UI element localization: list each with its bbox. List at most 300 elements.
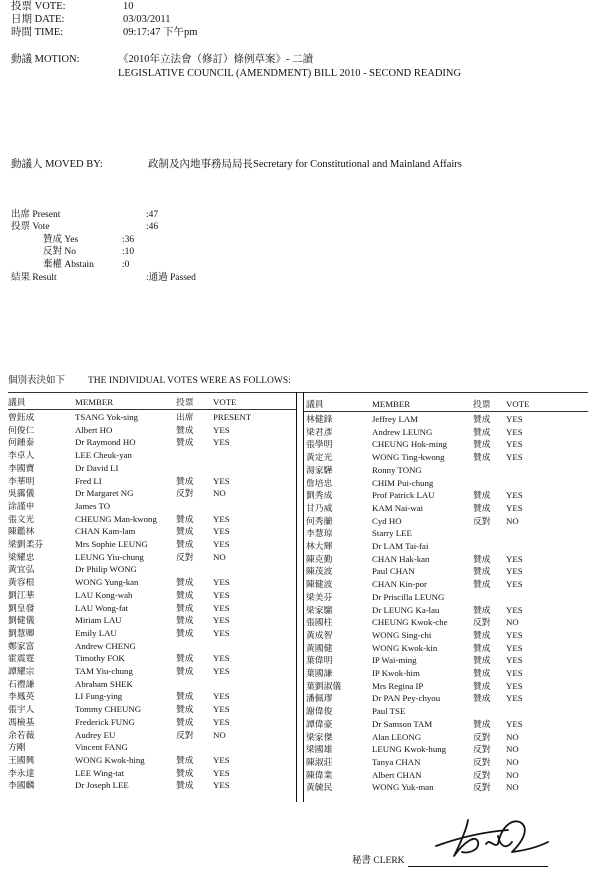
member-name-en: Tanya CHAN (372, 756, 421, 767)
table-row (306, 591, 596, 604)
member-name-zh: 霍震霆 (8, 653, 35, 664)
vote-en: YES (213, 513, 230, 524)
vote-en: YES (213, 437, 230, 448)
vote-en: YES (506, 693, 523, 704)
member-name-en: Audrey EU (75, 729, 116, 740)
table-row (8, 779, 296, 792)
no-label: 反對 No (43, 247, 76, 257)
table-row (8, 436, 296, 449)
vote-en: YES (506, 439, 523, 450)
vote-zh: 贊成 (176, 716, 194, 727)
table-row (8, 500, 296, 513)
table-row (8, 411, 296, 424)
yes-value: :36 (122, 235, 135, 245)
member-name-en: TSANG Yok-sing (75, 412, 139, 422)
vote-en: YES (506, 452, 523, 463)
vote-en: YES (213, 716, 230, 727)
member-name-en: Alan LEONG (372, 731, 422, 742)
vote-zh: 贊成 (473, 490, 491, 501)
member-name-en: Timothy FOK (75, 653, 125, 664)
vote-zh: 贊成 (473, 414, 491, 424)
motion-label: 動議 MOTION: (11, 54, 80, 65)
member-name-zh: 張文光 (8, 513, 35, 524)
member-name-en: TAM Yiu-chung (75, 666, 133, 676)
member-name-zh: 李鳳英 (8, 691, 35, 702)
vote-zh: 贊成 (473, 439, 491, 450)
table-row (306, 515, 596, 528)
col-header-member-zh: 議員 (8, 397, 26, 407)
member-name-zh: 梁美芬 (306, 591, 333, 602)
vote-en: YES (213, 767, 230, 778)
table-row (306, 718, 596, 731)
table-row (8, 551, 296, 564)
member-name-zh: 梁國雄 (306, 744, 333, 755)
vote-count-label: 投票 Vote (11, 222, 50, 232)
member-name-en: Prof Patrick LAU (372, 490, 435, 501)
vote-en: NO (506, 756, 519, 767)
vote-zh: 反對 (176, 488, 194, 499)
table-row (306, 502, 596, 515)
vote-en: YES (506, 502, 523, 513)
vote-number-value: 10 (123, 1, 134, 12)
vote-zh: 贊成 (473, 693, 491, 704)
vote-zh: 贊成 (176, 526, 194, 537)
table-row (8, 513, 296, 526)
table-row (306, 629, 596, 642)
col-header-vote-zh: 投票 (473, 399, 491, 409)
member-name-en: Vincent FANG (75, 742, 128, 753)
vote-zh: 贊成 (473, 629, 491, 640)
member-name-zh: 黃宜弘 (8, 564, 35, 575)
table-row (306, 540, 596, 553)
vote-zh: 贊成 (473, 452, 491, 463)
member-name-en: WONG Yuk-man (372, 782, 434, 793)
table-row (306, 731, 596, 744)
vote-en: YES (506, 604, 523, 615)
member-name-zh: 張學明 (306, 439, 333, 450)
member-name-en: LEUNG Kwok-hung (372, 744, 447, 755)
col-header-vote-en: VOTE (506, 399, 530, 409)
vote-zh: 反對 (473, 769, 491, 780)
member-name-en: CHEUNG Kwok-che (372, 617, 448, 628)
member-name-en: WONG Yung-kan (75, 577, 139, 588)
vote-en: PRESENT (213, 412, 252, 422)
member-name-zh: 李國麟 (8, 780, 35, 791)
yes-label: 贊成 Yes (43, 235, 79, 245)
member-name-en: CHAN Hak-kan (372, 553, 430, 564)
member-name-en: WONG Sing-chi (372, 629, 432, 640)
table-row (8, 475, 296, 488)
vote-en: YES (506, 414, 523, 424)
member-name-en: Starry LEE (372, 528, 412, 539)
member-name-zh: 涂謹申 (8, 500, 35, 511)
member-name-zh: 黃毓民 (306, 782, 333, 793)
member-name-en: Jeffrey LAM (372, 414, 419, 424)
vote-en: YES (506, 680, 523, 691)
vote-zh: 贊成 (176, 754, 194, 765)
vote-zh: 贊成 (473, 566, 491, 577)
vote-en: YES (506, 718, 523, 729)
member-name-en: Dr Margaret NG (75, 488, 134, 499)
member-name-en: Dr Priscilla LEUNG (372, 591, 445, 602)
vote-zh: 贊成 (176, 602, 194, 613)
table-row (8, 462, 296, 475)
vote-zh: 贊成 (176, 780, 194, 791)
table-row (8, 678, 296, 691)
vote-en: YES (506, 655, 523, 666)
vote-zh: 反對 (473, 756, 491, 767)
abstain-label: 棄權 Abstain (43, 260, 94, 270)
col-header-vote-en: VOTE (213, 397, 237, 407)
member-name-zh: 劉皇發 (8, 602, 35, 613)
present-label: 出席 Present (11, 210, 61, 220)
vote-en: YES (213, 666, 230, 676)
vote-zh: 贊成 (176, 615, 194, 626)
member-name-zh: 吳靄儀 (8, 488, 35, 499)
vote-number-label: 投票 VOTE: (11, 1, 66, 12)
col-header-member-en: MEMBER (75, 397, 114, 407)
vote-zh: 贊成 (473, 553, 491, 564)
col-header-vote-zh: 投票 (176, 397, 194, 407)
result-label: 結果 Result (11, 273, 57, 283)
vote-zh: 贊成 (473, 718, 491, 729)
table-row (306, 464, 596, 477)
vote-en: NO (506, 515, 519, 526)
table-row (306, 680, 596, 693)
table-row (8, 487, 296, 500)
col-header-member-en: MEMBER (372, 399, 411, 409)
votes-table-right (306, 398, 596, 818)
vote-zh: 贊成 (473, 642, 491, 653)
member-name-zh: 李華明 (8, 475, 35, 486)
vote-zh: 贊成 (176, 767, 194, 778)
member-name-en: James TO (75, 500, 111, 511)
table-top-rule (8, 392, 588, 393)
member-name-en: Andrew CHENG (75, 640, 136, 651)
member-name-en: CHEUNG Man-kwong (75, 513, 157, 524)
vote-en: YES (213, 589, 230, 600)
vote-zh: 反對 (176, 551, 194, 562)
vote-zh: 反對 (176, 729, 194, 740)
member-name-zh: 李慧琼 (306, 528, 333, 539)
member-name-en: LEE Wing-tat (75, 767, 125, 778)
vote-zh: 贊成 (176, 513, 194, 524)
member-name-zh: 劉健儀 (8, 615, 35, 626)
vote-zh: 贊成 (473, 502, 491, 513)
member-name-en: Dr Joseph LEE (75, 780, 129, 791)
vote-en: YES (213, 475, 230, 486)
member-name-en: LEUNG Yiu-chung (75, 551, 144, 562)
table-row (306, 654, 596, 667)
member-name-en: CHAN Kin-por (372, 579, 427, 590)
table-row (306, 553, 596, 566)
table-row (306, 426, 596, 439)
member-name-zh: 陳鑑林 (8, 526, 35, 537)
member-name-zh: 葉國謙 (306, 668, 333, 678)
table-row (306, 667, 596, 680)
member-name-en: Dr Philip WONG (75, 564, 137, 575)
vote-zh: 贊成 (473, 655, 491, 666)
votes-intro-zh: 個別表決如下 (8, 376, 66, 386)
member-name-zh: 李國寶 (8, 462, 35, 473)
member-name-zh: 石禮謙 (8, 678, 35, 689)
member-name-zh: 陳健波 (306, 579, 333, 590)
vote-en: YES (506, 490, 523, 501)
date-label: 日期 DATE: (11, 14, 65, 25)
member-name-zh: 梁家傑 (306, 731, 333, 742)
clerk-signature-line (408, 866, 548, 867)
table-row (8, 767, 296, 780)
member-name-zh: 陳茂波 (306, 566, 333, 577)
table-row (306, 692, 596, 705)
vote-zh: 出席 (176, 412, 194, 422)
member-name-en: Dr David LI (75, 462, 119, 473)
table-row (8, 614, 296, 627)
vote-zh: 贊成 (176, 627, 194, 638)
col-header-member-zh: 議員 (306, 399, 324, 409)
member-name-en: LI Fung-ying (75, 691, 123, 702)
table-row (8, 729, 296, 742)
member-name-en: CHIM Pui-chung (372, 477, 434, 488)
member-name-zh: 李永達 (8, 767, 35, 778)
member-name-en: Paul CHAN (372, 566, 415, 577)
member-name-zh: 黃成智 (306, 629, 333, 640)
vote-en: YES (213, 539, 230, 549)
table-row (8, 652, 296, 665)
vote-zh: 贊成 (473, 680, 491, 691)
member-name-zh: 譚偉豪 (306, 718, 333, 729)
table-row (306, 565, 596, 578)
vote-zh: 贊成 (176, 475, 194, 486)
vote-zh: 贊成 (473, 668, 491, 678)
member-name-en: Fred LI (75, 475, 102, 486)
votes-intro-en: THE INDIVIDUAL VOTES WERE AS FOLLOWS: (88, 376, 291, 386)
table-row (8, 449, 296, 462)
member-name-zh: 何俊仁 (8, 424, 35, 435)
member-name-zh: 馮檢基 (8, 716, 35, 727)
vote-en: NO (213, 551, 226, 562)
member-name-en: Paul TSE (372, 706, 406, 717)
vote-en: NO (506, 782, 519, 793)
table-row (306, 642, 596, 655)
table-row (8, 716, 296, 729)
vote-zh: 贊成 (176, 666, 194, 676)
vote-en: YES (213, 615, 230, 626)
member-name-en: Emily LAU (75, 627, 117, 638)
vote-en: YES (213, 754, 230, 765)
member-name-en: LAU Kong-wah (75, 589, 133, 600)
member-name-zh: 梁家騮 (306, 604, 333, 615)
member-name-zh: 何鍾泰 (8, 437, 35, 448)
vote-zh: 贊成 (176, 437, 194, 448)
table-header-row (306, 398, 596, 411)
vote-en: YES (213, 424, 230, 435)
member-name-en: Dr Samson TAM (372, 718, 433, 729)
member-name-zh: 鄭家富 (8, 640, 35, 651)
member-name-zh: 余若薇 (8, 729, 35, 740)
vote-zh: 贊成 (176, 577, 194, 588)
table-row (306, 705, 596, 718)
abstain-value: :0 (122, 260, 130, 270)
vote-zh: 反對 (473, 782, 491, 793)
member-name-zh: 陳偉業 (306, 769, 333, 780)
member-name-zh: 張國柱 (306, 617, 333, 628)
member-name-en: Miriam LAU (75, 615, 122, 626)
member-name-en: Frederick FUNG (75, 716, 135, 727)
moved-by-label: 動議人 MOVED BY: (11, 159, 103, 170)
vote-zh: 贊成 (176, 589, 194, 600)
member-name-en: Cyd HO (372, 515, 402, 526)
member-name-zh: 梁君彥 (306, 426, 333, 437)
member-name-zh: 潘佩璆 (306, 693, 333, 704)
member-name-zh: 甘乃威 (306, 502, 333, 513)
table-row (306, 769, 596, 782)
member-name-zh: 林健鋒 (306, 414, 333, 424)
member-name-en: Ronny TONG (372, 464, 422, 475)
member-name-en: KAM Nai-wai (372, 502, 424, 513)
vote-en: YES (506, 553, 523, 564)
member-name-zh: 黃國健 (306, 642, 333, 653)
votes-table-left (8, 396, 296, 816)
table-row (8, 703, 296, 716)
vote-en: NO (506, 617, 519, 628)
clerk-signature (428, 812, 578, 864)
vote-en: NO (506, 731, 519, 742)
member-name-en: Dr Raymond HO (75, 437, 136, 448)
table-row (306, 438, 596, 451)
vote-count-value: :46 (146, 222, 159, 232)
vote-zh: 反對 (473, 744, 491, 755)
table-row (8, 525, 296, 538)
vote-en: YES (506, 668, 523, 678)
vote-zh: 贊成 (176, 424, 194, 435)
motion-title-en: LEGISLATIVE COUNCIL (AMENDMENT) BILL 2010 - SECOND READING (118, 68, 462, 79)
vote-en: YES (213, 704, 230, 715)
vote-en: YES (213, 602, 230, 613)
table-row (306, 451, 596, 464)
member-name-zh: 譚耀宗 (8, 666, 35, 676)
vote-en: NO (506, 744, 519, 755)
vote-en: NO (506, 769, 519, 780)
member-name-en: Tommy CHEUNG (75, 704, 142, 715)
table-row (8, 602, 296, 615)
vote-zh: 贊成 (473, 426, 491, 437)
member-name-en: Dr LAM Tai-fai (372, 541, 429, 551)
member-name-zh: 劉秀成 (306, 490, 333, 501)
member-name-en: LAU Wong-fat (75, 602, 129, 613)
member-name-en: WONG Kwok-kin (372, 642, 438, 653)
table-row (306, 616, 596, 629)
vote-zh: 贊成 (176, 691, 194, 702)
member-name-zh: 曾鈺成 (8, 412, 35, 422)
vote-zh: 反對 (473, 617, 491, 628)
member-name-zh: 梁耀忠 (8, 551, 35, 562)
vote-en: YES (506, 629, 523, 640)
table-row (306, 489, 596, 502)
member-name-zh: 葉偉明 (306, 655, 333, 666)
table-row (8, 424, 296, 437)
member-name-en: Albert CHAN (372, 769, 422, 780)
member-name-en: LEE Cheuk-yan (75, 450, 132, 461)
date-value: 03/03/2011 (123, 14, 171, 25)
member-name-en: Abraham SHEK (75, 678, 133, 689)
table-row (8, 538, 296, 551)
member-name-zh: 湯家驊 (306, 464, 333, 475)
member-name-zh: 李卓人 (8, 450, 35, 461)
table-row (306, 756, 596, 769)
no-value: :10 (122, 247, 135, 257)
table-row (8, 576, 296, 589)
member-name-en: CHEUNG Hok-ming (372, 439, 448, 450)
table-row (8, 563, 296, 576)
member-name-en: Dr PAN Pey-chyou (372, 693, 441, 704)
table-row (8, 741, 296, 754)
vote-zh: 反對 (473, 731, 491, 742)
time-value: 09:17:47 下午pm (123, 27, 198, 38)
table-row (8, 690, 296, 703)
member-name-en: Mrs Regina IP (372, 680, 424, 691)
table-divider (296, 392, 297, 802)
table-row (306, 477, 596, 490)
table-divider-2 (303, 392, 304, 802)
member-name-zh: 林大輝 (306, 541, 333, 551)
member-name-en: Dr LEUNG Ka-lau (372, 604, 440, 615)
time-label: 時間 TIME: (11, 27, 64, 38)
vote-zh: 贊成 (176, 704, 194, 715)
vote-zh: 贊成 (473, 604, 491, 615)
table-row (306, 604, 596, 617)
table-row (8, 627, 296, 640)
vote-en: YES (213, 691, 230, 702)
moved-by-value: 政制及內地事務局局長Secretary for Constitutional and Mainland Affairs (148, 159, 462, 170)
vote-en: YES (506, 566, 523, 577)
table-header-row (8, 396, 296, 409)
member-name-zh: 陳淑莊 (306, 756, 333, 767)
member-name-zh: 黃容根 (8, 577, 35, 588)
vote-en: NO (213, 488, 226, 499)
vote-en: YES (506, 426, 523, 437)
member-name-en: CHAN Kam-lam (75, 526, 136, 537)
motion-title-zh: 《2010年立法會（修訂）條例草案》- 二讀 (118, 54, 314, 65)
member-name-zh: 王國興 (8, 754, 35, 765)
vote-en: NO (213, 729, 226, 740)
vote-en: YES (213, 780, 230, 791)
vote-en: YES (213, 526, 230, 537)
vote-en: YES (213, 627, 230, 638)
table-row (306, 578, 596, 591)
member-name-zh: 劉慧卿 (8, 627, 35, 638)
table-row (8, 665, 296, 678)
table-row (8, 589, 296, 602)
present-value: :47 (146, 210, 159, 220)
member-name-zh: 葉劉淑儀 (306, 680, 342, 691)
member-name-zh: 梁劉柔芬 (8, 539, 44, 549)
member-name-zh: 劉江華 (8, 589, 35, 600)
vote-zh: 贊成 (176, 653, 194, 664)
member-name-zh: 謝偉俊 (306, 706, 333, 717)
result-value: :通過 Passed (146, 273, 196, 283)
vote-en: YES (213, 577, 230, 588)
vote-zh: 贊成 (473, 579, 491, 590)
vote-zh: 贊成 (176, 539, 194, 549)
table-row (306, 527, 596, 540)
member-name-zh: 詹培忠 (306, 477, 333, 488)
member-name-zh: 何秀蘭 (306, 515, 333, 526)
member-name-en: WONG Ting-kwong (372, 452, 445, 463)
table-row (306, 781, 596, 794)
vote-en: YES (506, 579, 523, 590)
member-name-zh: 張宇人 (8, 704, 35, 715)
